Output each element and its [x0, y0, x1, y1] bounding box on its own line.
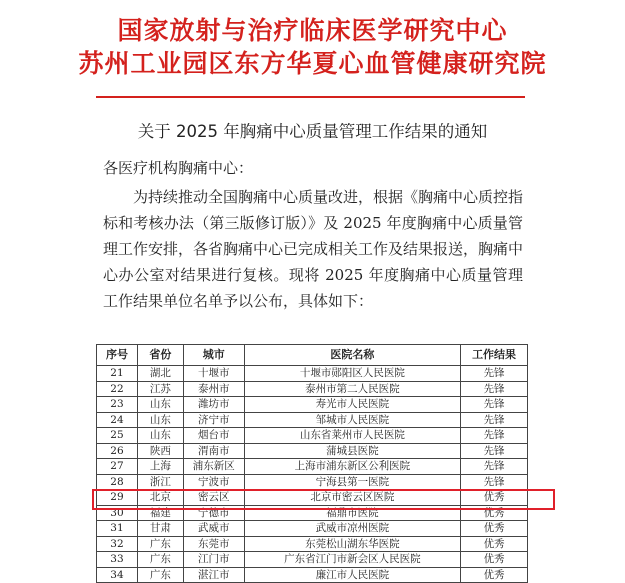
cell-hospital: 蒲城县医院	[244, 443, 460, 459]
cell-province: 湖北	[137, 366, 183, 382]
cell-province: 上海	[137, 459, 183, 475]
table-body	[97, 366, 528, 583]
cell-result: 先锋	[461, 428, 528, 444]
cell-result: 先锋	[461, 474, 528, 490]
cell-seq: 25	[97, 428, 138, 444]
cell-city: 湛江市	[183, 567, 244, 583]
cell-hospital: 廉江市人民医院	[244, 567, 460, 583]
cell-province: 广东	[137, 552, 183, 568]
cell-seq: 24	[97, 412, 138, 428]
salutation: 各医疗机构胸痛中心：	[103, 159, 254, 177]
cell-result: 先锋	[461, 459, 528, 475]
cell-city: 江门市	[183, 552, 244, 568]
cell-hospital: 上海市浦东新区公利医院	[244, 459, 460, 475]
cell-hospital: 山东省莱州市人民医院	[244, 428, 460, 444]
cell-hospital: 北京市密云区医院	[244, 490, 460, 506]
table-row	[97, 366, 528, 382]
cell-seq: 23	[97, 397, 138, 413]
cell-seq: 31	[97, 521, 138, 537]
cell-hospital: 宁海县第一医院	[244, 474, 460, 490]
cell-city: 烟台市	[183, 428, 244, 444]
header-seq: 序号	[97, 345, 138, 366]
cell-seq: 33	[97, 552, 138, 568]
highlight-box	[92, 489, 555, 510]
cell-city: 渭南市	[183, 443, 244, 459]
cell-seq: 22	[97, 381, 138, 397]
header-hospital: 医院名称	[244, 345, 460, 366]
table-row	[97, 536, 528, 552]
cell-city: 浦东新区	[183, 459, 244, 475]
cell-result: 优秀	[461, 490, 528, 506]
cell-hospital: 武威市凉州医院	[244, 521, 460, 537]
table-row	[97, 552, 528, 568]
cell-city: 武威市	[183, 521, 244, 537]
cell-province: 浙江	[137, 474, 183, 490]
table-row	[97, 474, 528, 490]
cell-city: 密云区	[183, 490, 244, 506]
letterhead	[0, 14, 625, 80]
letterhead-line-2: 苏州工业园区东方华夏心血管健康研究院	[78, 49, 547, 78]
cell-province: 陕西	[137, 443, 183, 459]
cell-hospital: 福鼎市医院	[244, 505, 460, 521]
cell-province: 福建	[137, 505, 183, 521]
table-row	[97, 397, 528, 413]
table-row	[97, 567, 528, 583]
cell-seq: 30	[97, 505, 138, 521]
cell-seq: 26	[97, 443, 138, 459]
notice-title: 关于 2025 年胸痛中心质量管理工作结果的通知	[137, 122, 488, 141]
cell-province: 山东	[137, 428, 183, 444]
cell-hospital: 东莞松山湖东华医院	[244, 536, 460, 552]
cell-province: 广东	[137, 567, 183, 583]
letterhead-divider	[96, 96, 525, 98]
header-city: 城市	[183, 345, 244, 366]
cell-city: 济宁市	[183, 412, 244, 428]
cell-city: 宁德市	[183, 505, 244, 521]
cell-hospital: 广东省江门市新会区人民医院	[244, 552, 460, 568]
cell-city: 泰州市	[183, 381, 244, 397]
cell-province: 甘肃	[137, 521, 183, 537]
cell-province: 山东	[137, 412, 183, 428]
cell-seq: 27	[97, 459, 138, 475]
cell-seq: 28	[97, 474, 138, 490]
cell-province: 江苏	[137, 381, 183, 397]
paragraph-text: 为持续推动全国胸痛中心质量改进，根据《胸痛中心质控指标和考核办法（第三版修订版）》及 2025 年度胸痛中心质量管理工作安排，各省胸痛中心已完成相关工作及结果报送，胸痛中心办公室对结果进行复核。现将 2025 年度胸痛中心质量管理工作结果单位名单予以公布，具体如下：	[103, 188, 524, 310]
cell-hospital: 邹城市人民医院	[244, 412, 460, 428]
cell-result: 优秀	[461, 552, 528, 568]
cell-seq: 34	[97, 567, 138, 583]
cell-result: 优秀	[461, 536, 528, 552]
cell-province: 广东	[137, 536, 183, 552]
cell-hospital: 泰州市第二人民医院	[244, 381, 460, 397]
table-row	[97, 428, 528, 444]
table-row	[97, 443, 528, 459]
letterhead-line-1: 国家放射与治疗临床医学研究中心	[117, 16, 508, 45]
table-row	[97, 381, 528, 397]
cell-seq: 29	[97, 490, 138, 506]
table-row	[97, 521, 528, 537]
cell-result: 先锋	[461, 397, 528, 413]
table-header-row	[97, 345, 528, 366]
header-province: 省份	[137, 345, 183, 366]
cell-city: 潍坊市	[183, 397, 244, 413]
cell-hospital: 十堰市郧阳区人民医院	[244, 366, 460, 382]
cell-result: 优秀	[461, 505, 528, 521]
cell-city: 东莞市	[183, 536, 244, 552]
cell-city: 十堰市	[183, 366, 244, 382]
cell-result: 优秀	[461, 567, 528, 583]
table-row	[97, 459, 528, 475]
cell-hospital: 寿光市人民医院	[244, 397, 460, 413]
cell-result: 优秀	[461, 521, 528, 537]
cell-seq: 21	[97, 366, 138, 382]
cell-result: 先锋	[461, 412, 528, 428]
cell-seq: 32	[97, 536, 138, 552]
results-table	[96, 344, 528, 583]
cell-city: 宁波市	[183, 474, 244, 490]
cell-result: 先锋	[461, 381, 528, 397]
header-result: 工作结果	[461, 345, 528, 366]
cell-result: 先锋	[461, 366, 528, 382]
cell-province: 北京	[137, 490, 183, 506]
table-row	[97, 412, 528, 428]
cell-result: 先锋	[461, 443, 528, 459]
notice-paragraph	[103, 184, 523, 314]
cell-province: 山东	[137, 397, 183, 413]
